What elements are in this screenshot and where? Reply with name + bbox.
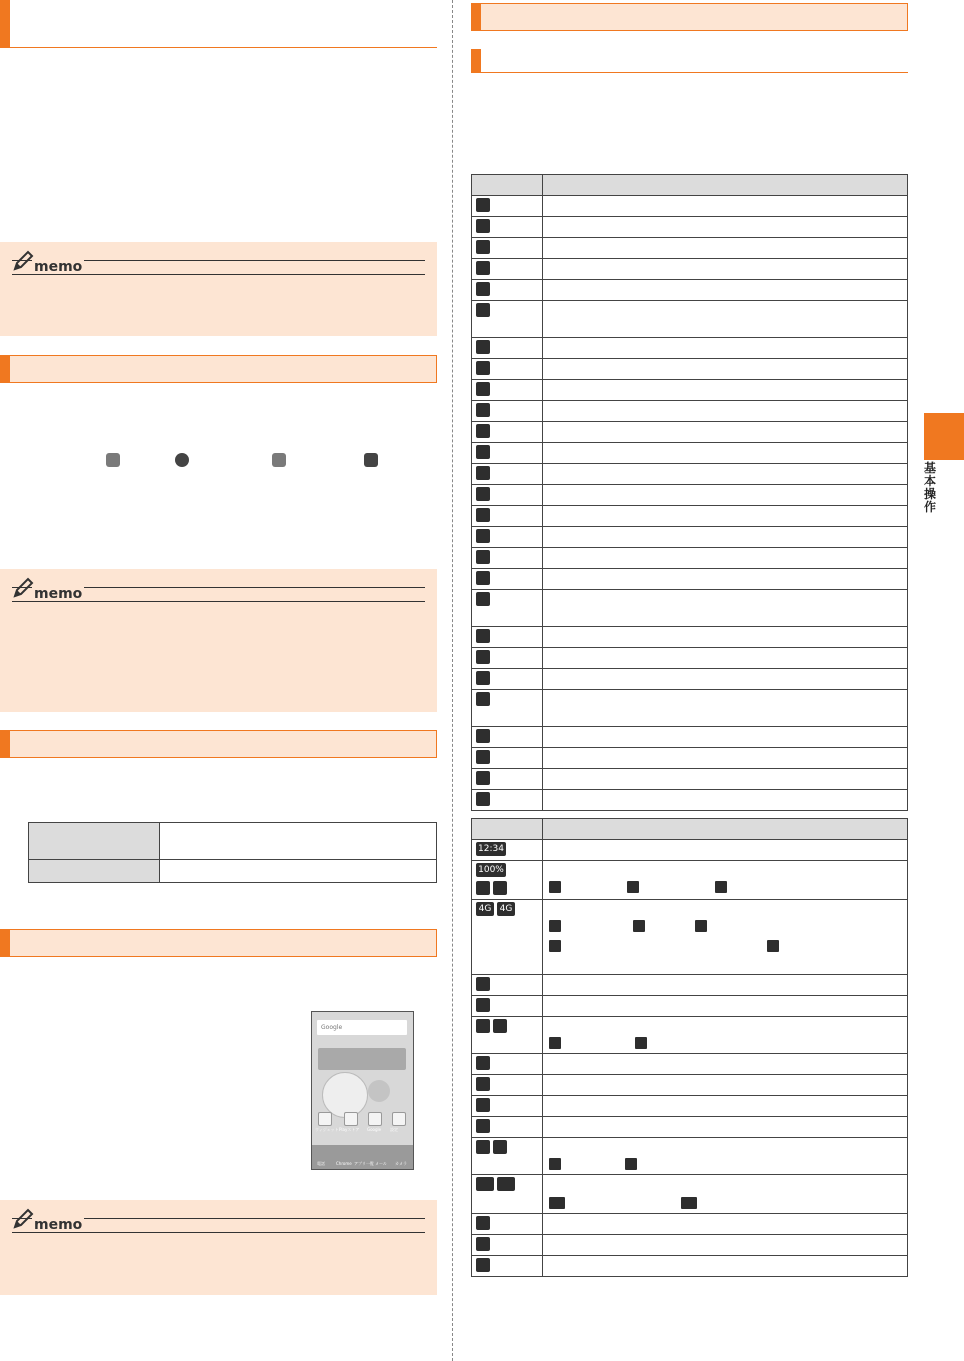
table-row bbox=[472, 975, 908, 996]
download-icon bbox=[476, 508, 490, 522]
table-row bbox=[29, 823, 437, 860]
dock-label: アプリ一覧 bbox=[354, 1161, 374, 1166]
bluetooth-icon bbox=[549, 1158, 561, 1170]
section-header bbox=[0, 929, 437, 957]
nfc-lock-icon bbox=[681, 1197, 697, 1209]
app-shortcut bbox=[392, 1112, 406, 1126]
section-title-bar bbox=[0, 0, 437, 48]
table-row bbox=[472, 280, 908, 301]
nfc-icon bbox=[549, 1197, 565, 1209]
table-row bbox=[472, 464, 908, 485]
info-table bbox=[28, 822, 437, 883]
signal-roaming-icon bbox=[695, 920, 707, 932]
table-row bbox=[472, 1017, 908, 1054]
phone-icon bbox=[106, 453, 120, 467]
voicemail-icon bbox=[476, 219, 490, 233]
table-row bbox=[472, 669, 908, 690]
upload-icon bbox=[476, 487, 490, 501]
weather-widget bbox=[318, 1048, 406, 1070]
battery-percent-icon: 100% bbox=[476, 863, 506, 877]
page-divider bbox=[452, 0, 453, 1361]
table-row bbox=[472, 1117, 908, 1138]
roaming-icon bbox=[476, 998, 490, 1012]
signal-4g-icon: 4G bbox=[497, 902, 515, 916]
app-shortcut bbox=[368, 1112, 382, 1126]
app-shortcut-label: 設定 bbox=[390, 1127, 398, 1132]
memo-box bbox=[0, 569, 437, 712]
battery-low-icon bbox=[476, 881, 490, 895]
vibrate-icon bbox=[476, 1077, 490, 1091]
table-row bbox=[472, 1175, 908, 1214]
alarm-icon bbox=[476, 303, 490, 317]
table-row bbox=[472, 727, 908, 748]
disaster-alert-icon bbox=[476, 282, 490, 296]
screenshot-icon bbox=[476, 424, 490, 438]
signal-none-icon bbox=[633, 920, 645, 932]
alarm-set-icon bbox=[476, 1056, 490, 1070]
table-row bbox=[472, 217, 908, 238]
section-header bbox=[0, 355, 437, 383]
table-header-row bbox=[472, 819, 908, 840]
dock-label: メール bbox=[375, 1161, 387, 1166]
dock-label: カメラ bbox=[395, 1161, 407, 1166]
signal-4g-icon: 4G bbox=[476, 902, 494, 916]
table-row bbox=[472, 769, 908, 790]
table-row bbox=[472, 301, 908, 338]
airplane-mode-icon bbox=[476, 977, 490, 991]
table-row bbox=[472, 840, 908, 861]
message-icon bbox=[476, 445, 490, 459]
table-row bbox=[472, 359, 908, 380]
table-header-cell bbox=[543, 819, 908, 840]
lte-lock-icon bbox=[476, 1237, 490, 1251]
memo-label: memo bbox=[34, 586, 83, 602]
app-shortcut-label: Google bbox=[367, 1127, 382, 1132]
google-search-bar: Google bbox=[317, 1020, 407, 1035]
section-header bbox=[0, 730, 437, 758]
signal-strength-icon bbox=[549, 940, 561, 952]
battery-charging-icon bbox=[715, 881, 727, 893]
wifi-icon bbox=[549, 1037, 561, 1049]
table-row bbox=[472, 690, 908, 727]
sim-icon bbox=[476, 771, 490, 785]
gmail-icon bbox=[476, 261, 490, 275]
table-row bbox=[472, 527, 908, 548]
update-icon bbox=[476, 550, 490, 564]
memo-header bbox=[12, 248, 425, 275]
subsection-title-bar bbox=[471, 49, 908, 73]
chrome-icon bbox=[175, 453, 189, 467]
table-row bbox=[472, 1256, 908, 1277]
battery-charging-icon bbox=[493, 881, 507, 895]
table-row bbox=[472, 443, 908, 464]
headset-icon bbox=[476, 361, 490, 375]
sd-card-icon bbox=[476, 729, 490, 743]
wifi-icon bbox=[476, 1019, 490, 1033]
table-header-cell bbox=[543, 175, 908, 196]
nfc-tap-icon bbox=[476, 1216, 490, 1230]
missed-call-icon bbox=[476, 198, 490, 212]
table-label-cell bbox=[29, 823, 160, 860]
memo-box bbox=[0, 1200, 437, 1295]
pencil-icon bbox=[12, 250, 34, 272]
table-row bbox=[472, 401, 908, 422]
table-row bbox=[472, 996, 908, 1017]
home-screen-image bbox=[311, 1011, 414, 1170]
bluetooth-connected-icon bbox=[625, 1158, 637, 1170]
table-row bbox=[472, 900, 908, 975]
app-shortcut-label: ウィジェット bbox=[315, 1127, 339, 1132]
table-row bbox=[472, 506, 908, 527]
battery-full-icon bbox=[549, 881, 561, 893]
battery-low-icon bbox=[627, 881, 639, 893]
dock bbox=[312, 1145, 413, 1169]
sync-icon bbox=[476, 692, 490, 706]
signal-roaming-icon bbox=[767, 940, 779, 952]
drive-mode-icon bbox=[476, 1119, 490, 1133]
calendar-icon bbox=[476, 340, 490, 354]
chapter-tab bbox=[924, 413, 964, 460]
table-row bbox=[472, 648, 908, 669]
wallpaper-bubble bbox=[368, 1080, 390, 1102]
table-row bbox=[472, 1075, 908, 1096]
table-row bbox=[472, 259, 908, 280]
table-value-cell bbox=[160, 823, 437, 860]
table-row bbox=[472, 590, 908, 627]
table-row bbox=[472, 338, 908, 359]
tethering-icon bbox=[476, 650, 490, 664]
table-row bbox=[472, 1054, 908, 1075]
table-row bbox=[472, 569, 908, 590]
memo-header bbox=[12, 1206, 425, 1233]
table-row bbox=[472, 196, 908, 217]
signal-strength-icon bbox=[549, 920, 561, 932]
bluetooth-connected-icon bbox=[493, 1140, 507, 1154]
call-icon bbox=[476, 382, 490, 396]
dock-label: 電話 bbox=[317, 1161, 325, 1166]
nfc-lock-icon bbox=[497, 1177, 515, 1191]
table-row bbox=[472, 790, 908, 811]
table-header-cell bbox=[472, 175, 543, 196]
camera-icon bbox=[364, 453, 378, 467]
table-value-cell bbox=[160, 860, 437, 883]
pencil-icon bbox=[12, 1208, 34, 1230]
table-header-row bbox=[472, 175, 908, 196]
memo-box bbox=[0, 242, 437, 336]
table-row bbox=[472, 627, 908, 648]
table-label-cell bbox=[29, 860, 160, 883]
bluetooth-transfer-icon bbox=[476, 466, 490, 480]
clock-icon: 12:34 bbox=[476, 842, 506, 856]
memo-header bbox=[12, 575, 425, 602]
no-sim-icon bbox=[476, 1098, 490, 1112]
table-row bbox=[472, 1096, 908, 1117]
section-header bbox=[471, 3, 908, 31]
memo-label: memo bbox=[34, 1217, 83, 1233]
app-shortcut bbox=[318, 1112, 332, 1126]
table-row bbox=[472, 861, 908, 900]
dock-label: Chrome bbox=[336, 1161, 352, 1166]
wifi-icon bbox=[635, 1037, 647, 1049]
table-row bbox=[472, 422, 908, 443]
install-complete-icon bbox=[476, 529, 490, 543]
bluetooth-icon bbox=[476, 671, 490, 685]
hd-call-icon bbox=[476, 403, 490, 417]
vpn-key-icon bbox=[476, 571, 490, 585]
storage-warning-icon bbox=[476, 592, 490, 606]
status-icon-table bbox=[471, 818, 908, 1277]
table-header-cell bbox=[472, 819, 543, 840]
pencil-icon bbox=[12, 577, 34, 599]
mail-icon bbox=[272, 453, 286, 467]
memo-label: memo bbox=[34, 259, 83, 275]
table-row bbox=[472, 238, 908, 259]
table-row bbox=[472, 1138, 908, 1175]
table-row bbox=[472, 1214, 908, 1235]
wifi-icon bbox=[493, 1019, 507, 1033]
app-shortcut bbox=[344, 1112, 358, 1126]
table-row bbox=[472, 748, 908, 769]
bluetooth-icon bbox=[476, 1140, 490, 1154]
table-row bbox=[472, 380, 908, 401]
email-icon bbox=[476, 240, 490, 254]
table-row bbox=[472, 548, 908, 569]
table-row bbox=[29, 860, 437, 883]
sd-eject-icon bbox=[476, 792, 490, 806]
table-row bbox=[472, 1235, 908, 1256]
location-icon bbox=[476, 1258, 490, 1272]
notification-icon-table bbox=[471, 174, 908, 811]
usb-icon bbox=[476, 629, 490, 643]
table-row bbox=[472, 485, 908, 506]
chapter-tab-label: 基本操作 bbox=[923, 461, 936, 514]
image-icon bbox=[476, 750, 490, 764]
nfc-icon bbox=[476, 1177, 494, 1191]
app-shortcut-label: Playストア bbox=[339, 1127, 360, 1132]
